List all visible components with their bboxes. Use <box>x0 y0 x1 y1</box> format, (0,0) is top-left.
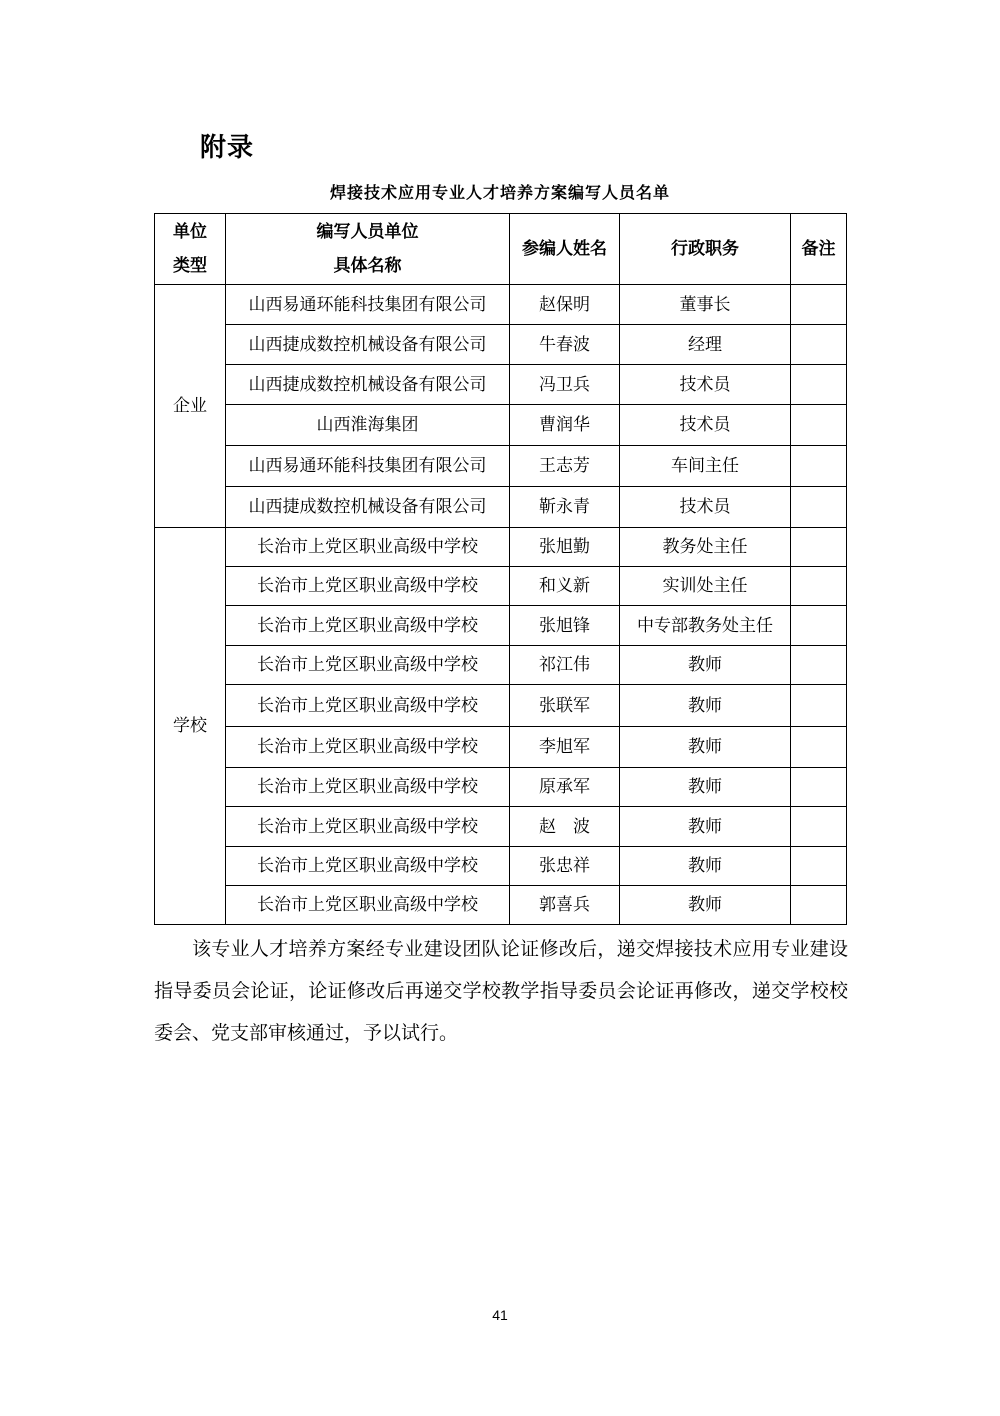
table-row <box>155 847 847 886</box>
author-roster-table <box>154 213 847 925</box>
cell-name: 王志芳 <box>510 446 620 487</box>
cell-unit: 山西易通环能科技集团有限公司 <box>226 285 510 325</box>
cell-name: 靳永青 <box>510 487 620 528</box>
approval-paragraph: 该专业人才培养方案经专业建设团队论证修改后，递交焊接技术应用专业建设指导委员会论证，论证修改后再递交学校教学指导委员会论证再修改，递交学校校委会、党支部审核通过，予以试行。 <box>154 938 848 1044</box>
table-row <box>155 685 847 727</box>
cell-remark <box>791 807 847 847</box>
cell-remark <box>791 847 847 886</box>
cell-unit: 长治市上党区职业高级中学校 <box>226 606 510 646</box>
cell-position: 经理 <box>620 325 791 365</box>
page-number: 41 <box>492 1307 508 1323</box>
table-row <box>155 325 847 365</box>
cell-position: 教师 <box>620 847 791 886</box>
cell-name: 曹润华 <box>510 405 620 446</box>
cell-position: 中专部教务处主任 <box>620 606 791 646</box>
cell-position: 实训处主任 <box>620 567 791 606</box>
table-header-row <box>155 214 847 285</box>
cell-position: 教师 <box>620 646 791 685</box>
cell-remark <box>791 365 847 405</box>
header-remark: 备注 <box>791 214 847 285</box>
cell-remark <box>791 685 847 727</box>
cell-name: 和义新 <box>510 567 620 606</box>
cell-unit: 山西捷成数控机械设备有限公司 <box>226 487 510 528</box>
cell-remark <box>791 325 847 365</box>
cell-remark <box>791 646 847 685</box>
cell-unit: 山西捷成数控机械设备有限公司 <box>226 365 510 405</box>
cell-position: 教师 <box>620 886 791 925</box>
table-row <box>155 768 847 807</box>
cell-position: 教师 <box>620 768 791 807</box>
cell-remark <box>791 727 847 768</box>
table-row <box>155 646 847 685</box>
table-title: 焊接技术应用专业人才培养方案编写人员名单 <box>329 183 670 202</box>
table-row <box>155 528 847 567</box>
cell-name: 冯卫兵 <box>510 365 620 405</box>
table-row <box>155 446 847 487</box>
cell-remark <box>791 285 847 325</box>
table-row <box>155 487 847 528</box>
table-row <box>155 886 847 925</box>
cell-remark <box>791 768 847 807</box>
cell-unit: 长治市上党区职业高级中学校 <box>226 727 510 768</box>
table-row <box>155 606 847 646</box>
cell-position: 教师 <box>620 807 791 847</box>
table-row <box>155 567 847 606</box>
cell-unit: 山西捷成数控机械设备有限公司 <box>226 325 510 365</box>
cell-unit: 长治市上党区职业高级中学校 <box>226 646 510 685</box>
cell-name: 张联军 <box>510 685 620 727</box>
cell-position: 技术员 <box>620 487 791 528</box>
table-row <box>155 405 847 446</box>
cell-remark <box>791 886 847 925</box>
header-name: 参编人姓名 <box>510 214 620 285</box>
group-school: 学校 <box>155 528 226 925</box>
cell-position: 车间主任 <box>620 446 791 487</box>
cell-position: 教师 <box>620 685 791 727</box>
cell-name: 祁江伟 <box>510 646 620 685</box>
cell-name: 赵保明 <box>510 285 620 325</box>
cell-name: 张忠祥 <box>510 847 620 886</box>
cell-unit: 山西淮海集团 <box>226 405 510 446</box>
cell-position: 教务处主任 <box>620 528 791 567</box>
table-row <box>155 365 847 405</box>
cell-position: 技术员 <box>620 405 791 446</box>
header-unit-type: 单位类型 <box>155 214 226 285</box>
cell-unit: 长治市上党区职业高级中学校 <box>226 768 510 807</box>
cell-remark <box>791 606 847 646</box>
cell-unit: 长治市上党区职业高级中学校 <box>226 807 510 847</box>
cell-remark <box>791 405 847 446</box>
appendix-heading: 附录 <box>200 133 255 163</box>
cell-name: 郭喜兵 <box>510 886 620 925</box>
cell-remark <box>791 528 847 567</box>
cell-name: 张旭勤 <box>510 528 620 567</box>
cell-name: 李旭军 <box>510 727 620 768</box>
cell-name: 张旭锋 <box>510 606 620 646</box>
table-row <box>155 807 847 847</box>
cell-remark <box>791 567 847 606</box>
cell-remark <box>791 446 847 487</box>
table-row <box>155 285 847 325</box>
table-row <box>155 727 847 768</box>
header-unit-name: 编写人员单位具体名称 <box>226 214 510 285</box>
group-enterprise: 企业 <box>155 285 226 528</box>
cell-unit: 长治市上党区职业高级中学校 <box>226 528 510 567</box>
cell-unit: 长治市上党区职业高级中学校 <box>226 685 510 727</box>
cell-unit: 长治市上党区职业高级中学校 <box>226 886 510 925</box>
cell-remark <box>791 487 847 528</box>
cell-unit: 山西易通环能科技集团有限公司 <box>226 446 510 487</box>
cell-position: 技术员 <box>620 365 791 405</box>
header-position: 行政职务 <box>620 214 791 285</box>
cell-unit: 长治市上党区职业高级中学校 <box>226 567 510 606</box>
cell-unit: 长治市上党区职业高级中学校 <box>226 847 510 886</box>
cell-name: 赵 波 <box>510 807 620 847</box>
cell-position: 教师 <box>620 727 791 768</box>
cell-name: 牛春波 <box>510 325 620 365</box>
cell-position: 董事长 <box>620 285 791 325</box>
cell-name: 原承军 <box>510 768 620 807</box>
